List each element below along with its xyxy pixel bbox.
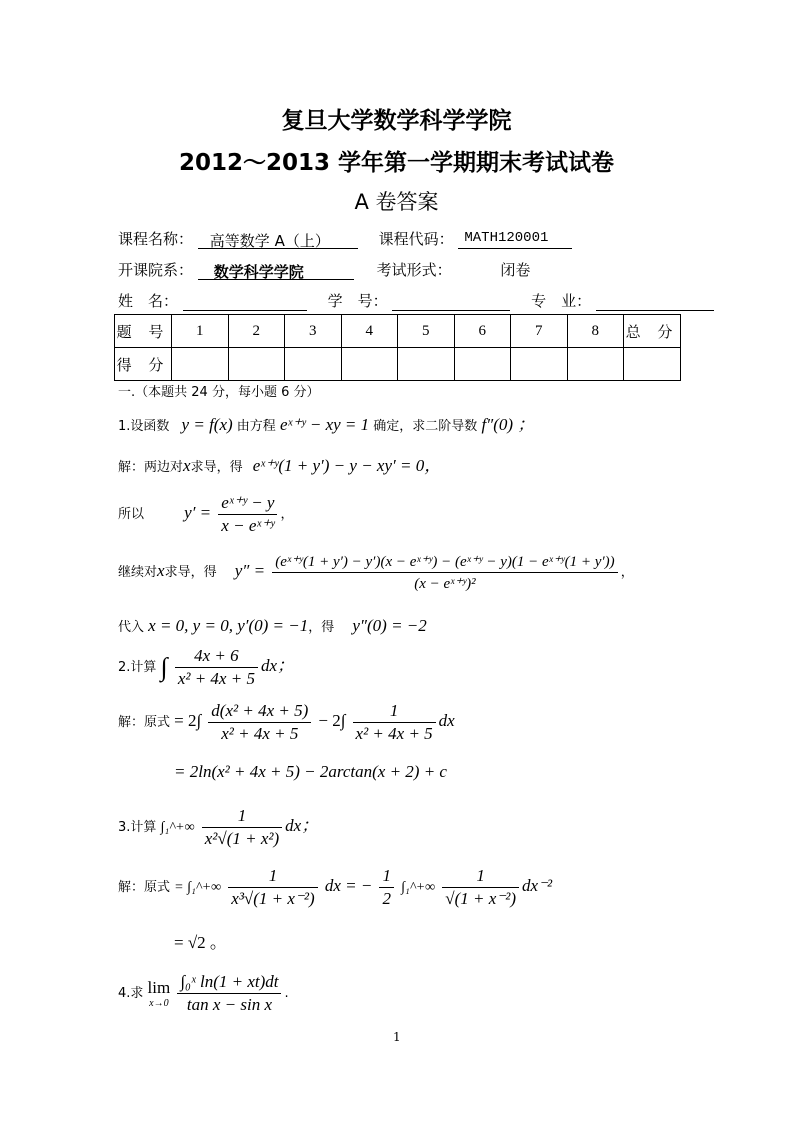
q2-prompt: 2.计算: [118, 660, 157, 675]
numerator: 1: [353, 701, 436, 723]
q1-prompt: 确定，求二阶导数: [373, 419, 478, 434]
fraction: [442, 866, 519, 909]
q1-step-4: [118, 616, 427, 636]
step-label: 解：两边对: [118, 460, 184, 475]
formula: y″(0) = −2: [352, 616, 427, 635]
lim-subscript: x→0: [149, 998, 169, 1009]
denominator: x²√(1 + x²): [204, 829, 280, 848]
q3-step-1: [118, 866, 552, 909]
punct: ，: [280, 507, 294, 522]
exam-title: 2012～2013 学年第一学期期末考试试卷: [178, 150, 615, 176]
step-text: ，得: [308, 620, 335, 635]
paper-title: A 卷答案: [354, 190, 439, 214]
fraction: [175, 646, 258, 689]
formula: dx；: [260, 656, 294, 675]
department-row: [118, 259, 530, 280]
exam-form-value: 闭卷: [500, 261, 531, 279]
row-header-question: 题 号: [115, 315, 172, 348]
formula: y′ =: [184, 503, 212, 522]
student-info-row: [118, 290, 714, 311]
col-header: 7: [511, 315, 568, 348]
course-code-field: MATH120001: [458, 230, 572, 249]
numerator: (eˣ⁺ʸ(1 + y′) − y′)(x − eˣ⁺ʸ) − (eˣ⁺ʸ − y)(1 − eˣ⁺ʸ(1 + y′)): [272, 552, 617, 573]
formula: dx = −: [324, 876, 373, 895]
denominator: tan x − sin x: [186, 995, 272, 1014]
q2-step-1: [118, 701, 455, 744]
course-name-field: 高等数学 A（上）: [198, 230, 358, 249]
course-name-label: 课程名称：: [118, 230, 194, 248]
numerator: ∫₀ˣ ln(1 + xt)dt: [177, 972, 281, 994]
numerator: 1: [442, 866, 519, 888]
score-cell: [454, 348, 511, 381]
step-text: 求导，得: [164, 565, 217, 580]
department-field: 数学科学学院: [198, 261, 354, 280]
formula: − 2∫: [318, 711, 346, 730]
q1-step-3: [118, 552, 634, 593]
institution-title: 复旦大学数学科学学院: [281, 108, 512, 134]
course-info-row: [118, 228, 572, 249]
denominator: x² + 4x + 5: [355, 724, 433, 743]
table-row: [115, 315, 681, 348]
col-header: 8: [567, 315, 624, 348]
formula: dx；: [285, 816, 319, 835]
numerator: 1: [202, 806, 282, 828]
q1-formula: eˣ⁺ʸ − xy = 1: [279, 415, 370, 434]
denominator: √(1 + x⁻²): [445, 889, 517, 908]
numerator: d(x² + 4x + 5): [208, 701, 311, 723]
integral-sign: ∫: [160, 652, 168, 682]
name-label: 姓 名：: [118, 292, 179, 310]
fraction: [228, 866, 317, 909]
q1-prompt: 1.设函数: [118, 419, 170, 434]
course-code-label: 课程代码：: [378, 230, 454, 248]
denominator: x − eˣ⁺ʸ: [221, 516, 275, 535]
fraction: [218, 493, 277, 536]
score-table: [114, 314, 681, 381]
numerator: 1: [228, 866, 317, 888]
q3-prompt: 3.计算: [118, 820, 157, 835]
step-text: 求导，得: [190, 460, 243, 475]
formula: ∫₁^+∞: [401, 880, 436, 895]
name-field[interactable]: [183, 292, 307, 311]
denominator: x³√(1 + x⁻²): [231, 889, 315, 908]
col-header: 3: [285, 315, 342, 348]
score-cell: [398, 348, 455, 381]
question-1: [118, 410, 534, 435]
formula: eˣ⁺ʸ(1 + y′) − y − xy′ = 0，: [252, 456, 442, 475]
col-header: 5: [398, 315, 455, 348]
fraction: [208, 701, 311, 744]
step-label: 代入: [118, 620, 145, 635]
major-field[interactable]: [596, 292, 714, 311]
q1-prompt: 由方程: [236, 419, 276, 434]
page-number: 1: [393, 1030, 401, 1044]
formula: = √2 。: [174, 933, 227, 952]
col-header: 4: [341, 315, 398, 348]
score-cell: [228, 348, 285, 381]
step-label: 解：原式: [118, 880, 171, 895]
denominator: 2: [382, 889, 391, 908]
formula: dx⁻²: [522, 876, 553, 895]
formula: = 2ln(x² + 4x + 5) − 2arctan(x + 2) + c: [174, 762, 447, 781]
section-heading: 一.（本题共 24 分，每小题 6 分）: [118, 385, 320, 400]
lim-text: lim: [147, 978, 171, 997]
q2-step-2: [174, 762, 447, 782]
step-label: 解：原式: [118, 715, 171, 730]
q1-formula: y = f(x): [181, 415, 233, 434]
score-cell: [172, 348, 229, 381]
step-label: 所以: [118, 507, 145, 522]
score-cell: [341, 348, 398, 381]
punct: .: [284, 986, 289, 1001]
q1-step-2: [118, 493, 293, 536]
student-id-label: 学 号：: [327, 292, 388, 310]
score-cell: [624, 348, 681, 381]
fraction: [272, 552, 617, 593]
numerator: eˣ⁺ʸ − y: [218, 493, 277, 515]
denominator: x² + 4x + 5: [221, 724, 299, 743]
col-header: 1: [172, 315, 229, 348]
table-row: [115, 348, 681, 381]
student-id-field[interactable]: [392, 292, 510, 311]
question-4: [118, 972, 289, 1015]
major-label: 专 业：: [531, 292, 592, 310]
formula: = 2∫: [174, 711, 202, 730]
formula: dx: [438, 711, 455, 730]
exam-form-label: 考试形式：: [376, 261, 452, 279]
fraction: [353, 701, 436, 744]
denominator: (x − eˣ⁺ʸ)²: [414, 576, 476, 592]
fraction: [379, 866, 394, 909]
q4-prompt: 4.求: [118, 986, 144, 1001]
department-label: 开课院系：: [118, 261, 194, 279]
numerator: 4x + 6: [175, 646, 258, 668]
fraction: [177, 972, 281, 1015]
formula: x = 0, y = 0, y′(0) = −1: [148, 616, 309, 635]
score-cell: [285, 348, 342, 381]
formula: x: [157, 561, 165, 580]
col-header-total: 总 分: [624, 315, 681, 348]
integral-sign: ∫₁^+∞: [160, 820, 195, 835]
formula: x: [183, 456, 191, 475]
score-cell: [511, 348, 568, 381]
denominator: x² + 4x + 5: [177, 669, 255, 688]
col-header: 2: [228, 315, 285, 348]
punct: ，: [620, 565, 634, 580]
q1-step-1: [118, 451, 441, 476]
step-label: 继续对: [118, 565, 158, 580]
formula: y″ =: [234, 561, 266, 580]
limit: [148, 978, 171, 1009]
question-3: [118, 806, 318, 849]
score-cell: [567, 348, 624, 381]
q1-formula: f″(0) ；: [481, 415, 535, 434]
col-header: 6: [454, 315, 511, 348]
formula: = ∫₁^+∞: [174, 880, 222, 895]
q3-step-2: [174, 928, 227, 953]
question-2: [118, 646, 294, 689]
numerator: 1: [379, 866, 394, 888]
fraction: [202, 806, 282, 849]
row-header-score: 得 分: [115, 348, 172, 381]
